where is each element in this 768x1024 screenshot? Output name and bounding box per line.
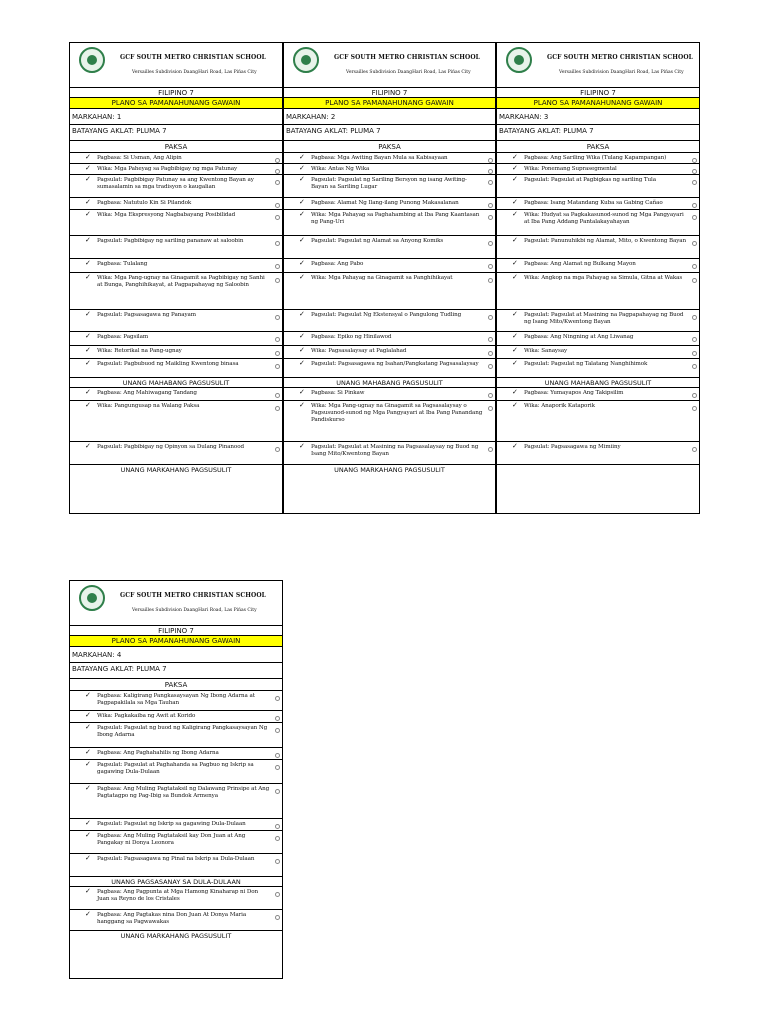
bullet-circle-icon <box>488 406 493 411</box>
check-icon: ✓ <box>299 388 305 396</box>
topic-row <box>284 332 495 346</box>
check-icon: ✓ <box>299 359 305 367</box>
check-icon: ✓ <box>299 210 305 218</box>
topic-text: Wika: Sanaysay <box>524 348 568 354</box>
bullet-circle-icon <box>275 180 280 185</box>
topic-text: Pagbasa: Alamat Ng Ilang-ilang Punong Makasalanan <box>311 200 459 206</box>
check-icon: ✓ <box>299 153 305 161</box>
plan-title: PLANO SA PAMANAHUNANG GAWAIN <box>70 636 282 647</box>
topic-text: Pagsulat: Pagbibigay ng Opinyon sa Dulang Pinanood <box>97 444 244 450</box>
topic-row <box>497 401 699 442</box>
check-icon: ✓ <box>85 210 91 218</box>
check-icon: ✓ <box>299 175 305 183</box>
bullet-circle-icon <box>275 824 280 829</box>
school-name: GCF SOUTH METRO CHRISTIAN SCHOOL <box>120 54 266 61</box>
check-icon: ✓ <box>299 332 305 340</box>
section-separator: UNANG MARKAHANG PAGSUSULIT <box>334 466 445 474</box>
topic-row <box>70 910 282 931</box>
bullet-circle-icon <box>275 892 280 897</box>
bullet-circle-icon <box>275 351 280 356</box>
topic-text: Pagsulat: Panunuhikbi ng Alamat, Mito, o Kwentong Bayan <box>524 238 687 244</box>
topic-row <box>70 401 282 442</box>
school-address: Versailles Subdivision DaangHari Road, Las Piñas City <box>559 70 684 75</box>
bullet-circle-icon <box>692 158 697 163</box>
bullet-circle-icon <box>275 696 280 701</box>
paksa-heading: PAKSA <box>284 141 495 153</box>
check-icon: ✓ <box>85 259 91 267</box>
bullet-circle-icon <box>275 241 280 246</box>
check-icon: ✓ <box>85 388 91 396</box>
topic-row <box>70 442 282 465</box>
topic-text: Pagbasa: Isang Matandang Kuba sa Gabing Cañao <box>524 200 663 206</box>
topic-text: Wika: Pangungusap na Walang Paksa <box>97 403 200 409</box>
check-icon: ✓ <box>299 401 305 409</box>
bullet-circle-icon <box>275 315 280 320</box>
topic-row <box>284 401 495 442</box>
topic-text: Wika: Ponemang Suprasegmental <box>524 166 617 172</box>
school-address: Versailles Subdivision DaangHari Road, Las Piñas City <box>132 70 257 75</box>
topic-text: Pagbasa: Ang Mahiwagang Tandang <box>97 390 197 396</box>
topic-row <box>70 346 282 359</box>
bullet-circle-icon <box>275 278 280 283</box>
bullet-circle-icon <box>275 158 280 163</box>
paksa-heading: PAKSA <box>70 679 282 691</box>
topic-row <box>497 442 699 465</box>
bullet-circle-icon <box>275 393 280 398</box>
topic-row <box>70 259 282 273</box>
bullet-circle-icon <box>692 406 697 411</box>
bullet-circle-icon <box>488 180 493 185</box>
topic-row <box>497 332 699 346</box>
bullet-circle-icon <box>488 264 493 269</box>
bullet-circle-icon <box>275 859 280 864</box>
bullet-circle-icon <box>488 278 493 283</box>
textbook-label: BATAYANG AKLAT: PLUMA 7 <box>284 125 495 141</box>
topic-row <box>497 153 699 164</box>
topic-text: Wika: Retorikal na Pang-ugnay <box>97 348 182 354</box>
topic-row <box>70 210 282 236</box>
bullet-circle-icon <box>275 789 280 794</box>
subject-label: FILIPINO 7 <box>497 88 699 98</box>
school-seal-icon <box>79 47 105 73</box>
topic-row <box>70 164 282 175</box>
topic-text: Pagbasa: Si Usman, Ang Alipin <box>97 155 182 161</box>
check-icon: ✓ <box>512 442 518 450</box>
topic-row <box>497 310 699 332</box>
topic-row <box>70 831 282 854</box>
quarter-label: MARKAHAN: 2 <box>284 109 495 125</box>
topic-text: Pagbasa: Tulalang <box>97 261 148 267</box>
topic-row <box>284 259 495 273</box>
subject-label: FILIPINO 7 <box>70 88 282 98</box>
topic-row <box>284 198 495 210</box>
topic-row <box>284 175 495 198</box>
bullet-circle-icon <box>275 728 280 733</box>
check-icon: ✓ <box>85 332 91 340</box>
topic-text: Wika: Hudyat sa Pagkakasunod-sunod ng Mga Pangyayari at Iba Pang Addang Pantalakayahayan <box>524 212 684 225</box>
topic-text: Pagsulat: Pagsasagawa ng Mimiiny <box>524 444 621 450</box>
school-address: Versailles Subdivision DaangHari Road, Las Piñas City <box>132 608 257 613</box>
check-icon: ✓ <box>299 236 305 244</box>
topic-row <box>70 236 282 259</box>
subject-label: FILIPINO 7 <box>284 88 495 98</box>
topic-text: Wika: Pagkakaiba ng Awit at Korido <box>97 713 196 719</box>
topic-text: Pagsulat: Pagsulat ng Alamat sa Anyong Komiks <box>311 238 444 244</box>
check-icon: ✓ <box>512 164 518 172</box>
topic-row <box>497 164 699 175</box>
school-address: Versailles Subdivision DaangHari Road, Las Piñas City <box>346 70 471 75</box>
topic-row <box>70 332 282 346</box>
topic-text: Pagsulat: Pagsulat Ng Ekstensyal o Pangulong Tudling <box>311 312 462 318</box>
check-icon: ✓ <box>85 760 91 768</box>
topic-text: Pagbasa: Si Pinkaw <box>311 390 365 396</box>
check-icon: ✓ <box>512 175 518 183</box>
plan-panel-2 <box>283 42 496 514</box>
section-separator: UNANG PAGSASANAY SA DULA-DULAAN <box>70 877 282 887</box>
topic-text: Pagbasa: Ang Pagpunta at Mga Hamong Kinaharap ni Don Juan sa Reyno de los Cristales <box>97 889 259 902</box>
plan-title: PLANO SA PAMANAHUNANG GAWAIN <box>497 98 699 109</box>
topic-row <box>497 359 699 378</box>
bullet-circle-icon <box>488 215 493 220</box>
bullet-circle-icon <box>692 315 697 320</box>
check-icon: ✓ <box>85 784 91 792</box>
topic-text: Pagbasa: Ang Alamat ng Bulkang Mayon <box>524 261 636 267</box>
check-icon: ✓ <box>299 164 305 172</box>
check-icon: ✓ <box>299 273 305 281</box>
school-seal-icon <box>293 47 319 73</box>
topic-row <box>284 359 495 378</box>
topic-row <box>497 198 699 210</box>
topic-row <box>497 346 699 359</box>
topic-text: Pagsulat: Pagsulat ng Talatang Nanghihimok <box>524 361 648 367</box>
check-icon: ✓ <box>85 346 91 354</box>
topic-row <box>70 198 282 210</box>
check-icon: ✓ <box>85 198 91 206</box>
topic-row <box>497 388 699 401</box>
bullet-circle-icon <box>275 169 280 174</box>
check-icon: ✓ <box>512 259 518 267</box>
topic-text: Pagsulat: Pagbibigay Patunay sa ang Kwentong Bayan ay sumasalamin sa mga tradisyon o kaugalian <box>97 177 254 190</box>
check-icon: ✓ <box>512 310 518 318</box>
topic-row <box>284 388 495 401</box>
topic-row <box>497 259 699 273</box>
topic-text: Pagsulat: Pagsulat at Masining na Pagsasalaysay ng Buod ng Isang Mito/Kwentong Bayan <box>311 444 479 457</box>
bullet-circle-icon <box>275 836 280 841</box>
plan-panel-3 <box>496 42 700 514</box>
topic-row <box>70 854 282 877</box>
topic-text: Wika: Anaporik Kataporik <box>524 403 595 409</box>
bullet-circle-icon <box>692 447 697 452</box>
topic-row <box>70 887 282 910</box>
check-icon: ✓ <box>512 153 518 161</box>
check-icon: ✓ <box>299 442 305 450</box>
bullet-circle-icon <box>692 169 697 174</box>
topic-row <box>70 784 282 819</box>
topic-text: Pagsulat: Pagsulat at Pagbigkas ng sariling Tula <box>524 177 656 183</box>
check-icon: ✓ <box>512 332 518 340</box>
paksa-heading: PAKSA <box>497 141 699 153</box>
check-icon: ✓ <box>512 388 518 396</box>
check-icon: ✓ <box>85 711 91 719</box>
plan-title: PLANO SA PAMANAHUNANG GAWAIN <box>70 98 282 109</box>
section-separator: UNANG MAHABANG PAGSUSULIT <box>497 378 699 388</box>
bullet-circle-icon <box>488 203 493 208</box>
topic-text: Pagsulat: Pagsulat ng buod ng Kaligirang Pangkasaysayan Ng Ibong Adarna <box>97 725 268 738</box>
bullet-circle-icon <box>488 447 493 452</box>
topic-row <box>70 748 282 760</box>
bullet-circle-icon <box>488 351 493 356</box>
bullet-circle-icon <box>692 180 697 185</box>
topic-text: Pagsulat: Pagsasagawa ng Panayam <box>97 312 196 318</box>
textbook-label: BATAYANG AKLAT: PLUMA 7 <box>497 125 699 141</box>
topic-text: Pagbasa: Kaligirang Pangkasaysayan Ng Ibong Adarna at Pagpapakilala sa Mga Tauhan <box>97 693 255 706</box>
textbook-label: BATAYANG AKLAT: PLUMA 7 <box>70 663 282 679</box>
topic-text: Wika: Antas Ng Wika <box>311 166 370 172</box>
topic-text: Pagbasa: Ang Pabo <box>311 261 364 267</box>
check-icon: ✓ <box>299 310 305 318</box>
topic-row <box>70 819 282 831</box>
bullet-circle-icon <box>692 278 697 283</box>
topic-text: Wika: Mga Pahayag sa Paghahambing at Iba Pang Kaantasan ng Pang-Uri <box>311 212 480 225</box>
bullet-circle-icon <box>488 158 493 163</box>
topic-text: Pagsulat: Pagsasagawa ng Pinal na Iskrip sa Dula-Dulaan <box>97 856 255 862</box>
check-icon: ✓ <box>85 236 91 244</box>
subject-label: FILIPINO 7 <box>70 626 282 636</box>
topic-row <box>70 691 282 711</box>
bullet-circle-icon <box>488 337 493 342</box>
topic-text: Pagbasa: Epiko ng Hinilawod <box>311 334 392 340</box>
bullet-circle-icon <box>275 364 280 369</box>
school-seal-icon <box>79 585 105 611</box>
topic-text: Wika: Mga Paheyag sa Pagbibigay ng mga Patunay <box>97 166 238 172</box>
topic-row <box>70 388 282 401</box>
topic-row <box>70 723 282 748</box>
bullet-circle-icon <box>692 351 697 356</box>
topic-text: Pagbasa: Yumayapos Ang Takipsilim <box>524 390 624 396</box>
topic-text: Pagbasa: Ang Sariling Wika (Tulang Kapampangan) <box>524 155 667 161</box>
plan-panel-1 <box>69 42 283 514</box>
check-icon: ✓ <box>85 273 91 281</box>
topic-text: Wika: Pagsasalaysay at Paglalahad <box>311 348 407 354</box>
section-separator: UNANG MAHABANG PAGSUSULIT <box>70 378 282 388</box>
topic-row <box>284 236 495 259</box>
check-icon: ✓ <box>85 723 91 731</box>
check-icon: ✓ <box>512 273 518 281</box>
bullet-circle-icon <box>488 393 493 398</box>
bullet-circle-icon <box>692 241 697 246</box>
check-icon: ✓ <box>85 310 91 318</box>
school-name: GCF SOUTH METRO CHRISTIAN SCHOOL <box>334 54 480 61</box>
bullet-circle-icon <box>275 215 280 220</box>
bullet-circle-icon <box>275 716 280 721</box>
topic-row <box>70 359 282 378</box>
bullet-circle-icon <box>275 753 280 758</box>
topic-row <box>70 711 282 723</box>
topic-text: Wika: Mga Ekspresyong Nagbabayang Posibilidad <box>97 212 236 218</box>
check-icon: ✓ <box>85 175 91 183</box>
bullet-circle-icon <box>692 364 697 369</box>
topic-row <box>497 236 699 259</box>
check-icon: ✓ <box>512 210 518 218</box>
topic-text: Pagsulat: Pagbubuod ng Maikling Kwentong binasa <box>97 361 239 367</box>
plan-panel-4 <box>69 580 283 979</box>
topic-row <box>284 164 495 175</box>
topic-text: Pagsulat: Pagsulat at Masining na Pagpapahayag ng Buod ng Isang Mito/Kwentong Bayan <box>524 312 684 325</box>
check-icon: ✓ <box>512 198 518 206</box>
topic-text: Wika: Mga Pang-ugnay na Ginagamit sa Pagsasalaysay o Pagsusunod-sunod ng Mga Pangyayari at Iba Pang Panandang Pandiskurso <box>311 403 483 423</box>
school-header <box>284 43 495 88</box>
school-name: GCF SOUTH METRO CHRISTIAN SCHOOL <box>547 54 693 61</box>
bullet-circle-icon <box>275 447 280 452</box>
topic-row <box>284 310 495 332</box>
check-icon: ✓ <box>512 401 518 409</box>
check-icon: ✓ <box>299 346 305 354</box>
plan-title: PLANO SA PAMANAHUNANG GAWAIN <box>284 98 495 109</box>
section-separator: UNANG MARKAHANG PAGSUSULIT <box>120 466 232 474</box>
bullet-circle-icon <box>275 765 280 770</box>
topic-text: Pagbasa: Mga Awiting Bayan Mula sa Kabisayaan <box>311 155 448 161</box>
bullet-circle-icon <box>692 203 697 208</box>
bullet-circle-icon <box>275 915 280 920</box>
topic-row <box>497 175 699 198</box>
bullet-circle-icon <box>692 215 697 220</box>
section-separator <box>497 465 699 477</box>
topic-row <box>284 346 495 359</box>
check-icon: ✓ <box>85 887 91 895</box>
topic-text: Wika: Mga Pang-ugnay na Ginagamit sa Pagbibigay ng Sanhi at Bunga, Panghihikayat, at Pagpapahayag ng Saloobin <box>97 275 265 288</box>
check-icon: ✓ <box>512 346 518 354</box>
topic-text: Pagsulat: Pagsulat ng Sariling Bersyon ng isang Awiting-Bayan sa Sariling Lugar <box>311 177 467 190</box>
check-icon: ✓ <box>85 164 91 172</box>
bullet-circle-icon <box>692 264 697 269</box>
topic-row <box>70 153 282 164</box>
topic-text: Wika: Mga Pahayag na Ginagamit sa Panghihikayat <box>311 275 453 281</box>
topic-row <box>284 153 495 164</box>
topic-text: Pagbasa: Ang Ningning at Ang Liwanag <box>524 334 634 340</box>
quarter-label: MARKAHAN: 4 <box>70 647 282 663</box>
topic-row <box>70 273 282 310</box>
bullet-circle-icon <box>488 169 493 174</box>
bullet-circle-icon <box>692 337 697 342</box>
school-name: GCF SOUTH METRO CHRISTIAN SCHOOL <box>120 592 266 599</box>
section-separator: UNANG MAHABANG PAGSUSULIT <box>284 378 495 388</box>
bullet-circle-icon <box>488 315 493 320</box>
bullet-circle-icon <box>488 364 493 369</box>
check-icon: ✓ <box>85 153 91 161</box>
topic-text: Pagbasa: Ang Muling Pagtataksil ng Dalawang Prinsipe at Ang Pagtatagpo ng Pag-Ibig sa Bundok Armenya <box>97 786 270 799</box>
section-separator: UNANG MARKAHANG PAGSUSULIT <box>120 932 232 940</box>
bullet-circle-icon <box>488 241 493 246</box>
bullet-circle-icon <box>275 264 280 269</box>
check-icon: ✓ <box>85 819 91 827</box>
check-icon: ✓ <box>85 748 91 756</box>
check-icon: ✓ <box>299 198 305 206</box>
school-header <box>70 43 282 88</box>
school-seal-icon <box>506 47 532 73</box>
topic-row <box>70 310 282 332</box>
quarter-label: MARKAHAN: 1 <box>70 109 282 125</box>
check-icon: ✓ <box>512 359 518 367</box>
topic-text: Pagbasa: Pagsilam <box>97 334 149 340</box>
textbook-label: BATAYANG AKLAT: PLUMA 7 <box>70 125 282 141</box>
paksa-heading: PAKSA <box>70 141 282 153</box>
bullet-circle-icon <box>275 337 280 342</box>
check-icon: ✓ <box>85 442 91 450</box>
check-icon: ✓ <box>85 910 91 918</box>
topic-text: Pagbasa: Ang Paghahahilis ng Ibong Adarna <box>97 750 219 756</box>
topic-text: Pagsulat: Pagsulat ng Iskrip sa gagawing Dula-Dulaan <box>97 821 246 827</box>
check-icon: ✓ <box>85 401 91 409</box>
topic-row <box>497 273 699 310</box>
check-icon: ✓ <box>85 359 91 367</box>
topic-row <box>284 210 495 236</box>
check-icon: ✓ <box>299 259 305 267</box>
topic-text: Pagsulat: Pagsulat at Paghahanda sa Pagbuo ng Iskrip sa gagawing Dula-Dulaan <box>97 762 254 775</box>
topic-row <box>70 760 282 784</box>
topic-text: Pagbasa: Natutulo Kin Si Pilandok <box>97 200 192 206</box>
topic-text: Pagbasa: Ang Pagtakas nina Don Juan At Donya Maria hanggang sa Pagwawakas <box>97 912 247 925</box>
topic-row <box>284 442 495 465</box>
topic-text: Wika: Angkop na mga Pahayag sa Simula, Gitna at Wakas <box>524 275 683 281</box>
topic-row <box>284 273 495 310</box>
bullet-circle-icon <box>275 203 280 208</box>
topic-row <box>497 210 699 236</box>
check-icon: ✓ <box>85 691 91 699</box>
check-icon: ✓ <box>512 236 518 244</box>
topic-text: Pagsulat: Pagbibigay ng sariling pananaw at saloobin <box>97 238 244 244</box>
school-header <box>70 581 282 626</box>
topic-text: Pagbasa: Ang Muling Pagtataksil kay Don Juan at Ang Pangakay ni Donya Leonora <box>97 833 246 846</box>
check-icon: ✓ <box>85 854 91 862</box>
topic-text: Pagsulat: Pagsasagawa ng Isahan/Pangkatang Pagsasalaysay <box>311 361 479 367</box>
school-header <box>497 43 699 88</box>
quarter-label: MARKAHAN: 3 <box>497 109 699 125</box>
bullet-circle-icon <box>275 406 280 411</box>
bullet-circle-icon <box>692 393 697 398</box>
topic-row <box>70 175 282 198</box>
check-icon: ✓ <box>85 831 91 839</box>
